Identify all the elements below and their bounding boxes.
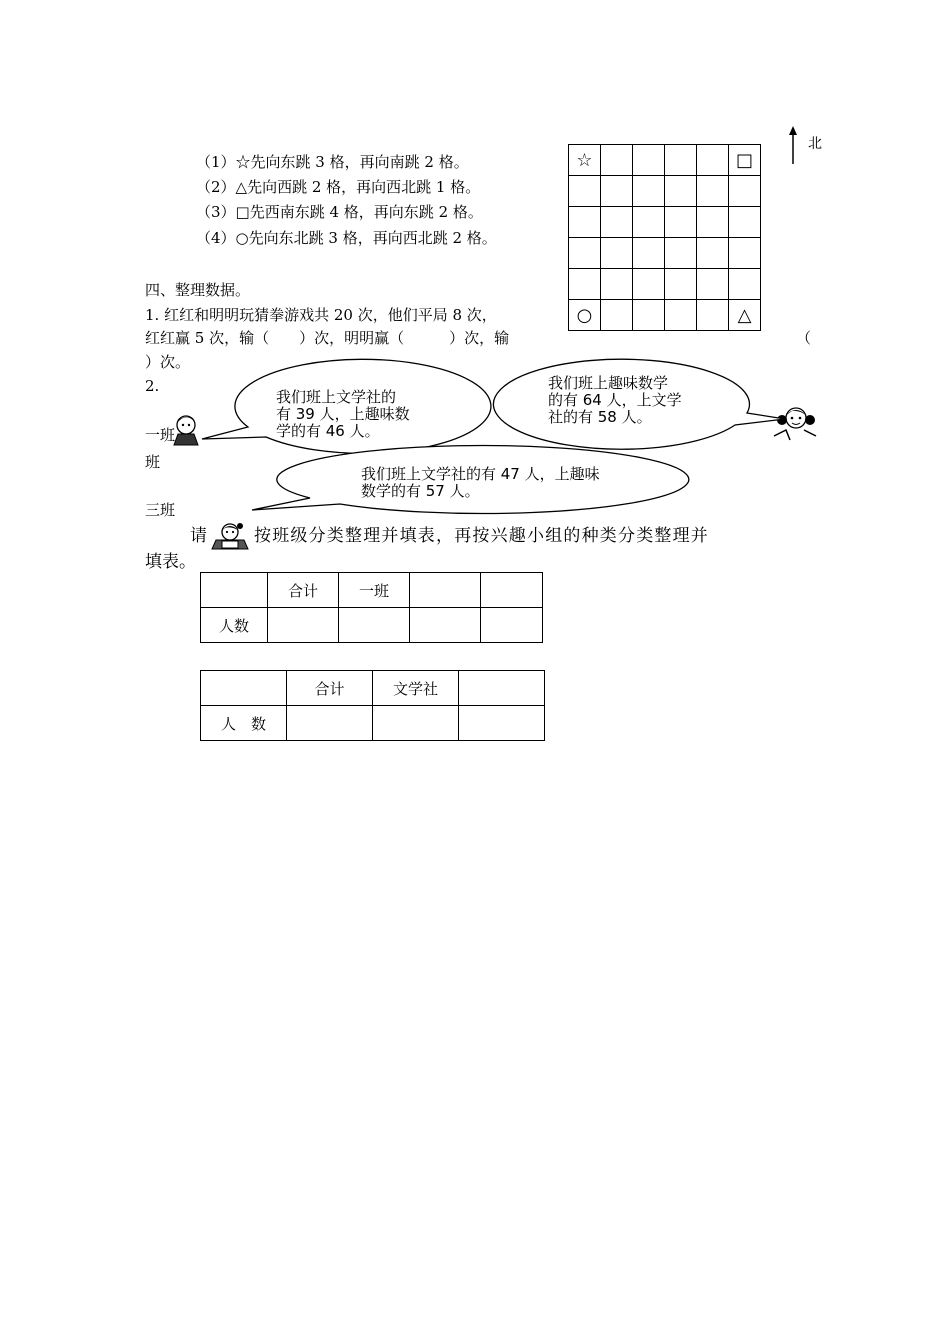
grid-cell — [601, 207, 633, 238]
question-1-line-3: ）次。 — [145, 353, 191, 371]
grid-cell: △ — [729, 300, 761, 331]
grid-cell — [697, 176, 729, 207]
grid-cell — [697, 207, 729, 238]
move-instruction-2: （2）△先向西跳 2 格，再向西北跳 1 格。 — [196, 178, 481, 196]
speech-bubble-class-3 — [240, 444, 700, 524]
grid-cell — [633, 238, 665, 269]
grid-cell — [665, 300, 697, 331]
class-2-label: 班 — [145, 453, 161, 471]
question-1-paren: （ — [796, 329, 812, 347]
grid-cell — [633, 269, 665, 300]
grid-cell — [665, 269, 697, 300]
table-1-answer-cell[interactable] — [410, 608, 481, 643]
grid-cell — [697, 300, 729, 331]
grid-cell — [569, 176, 601, 207]
jump-grid — [568, 144, 761, 331]
grid-cell — [665, 145, 697, 176]
table-2-header-cell: 合计 — [287, 671, 373, 706]
table-2-answer-cell[interactable] — [287, 706, 373, 741]
table-2-header-cell: 文学社 — [373, 671, 459, 706]
instruction-line-2: 填表。 — [145, 552, 196, 572]
move-instruction-4: （4）○先向东北跳 3 格，再向西北跳 2 格。 — [196, 229, 497, 247]
table-2-header-cell[interactable] — [459, 671, 545, 706]
grid-cell — [697, 145, 729, 176]
grid-cell — [665, 176, 697, 207]
bubble-1-line-1: 我们班上文学社的 — [276, 388, 397, 406]
table-1-answer-cell[interactable] — [339, 608, 410, 643]
table-1-header-cell — [201, 573, 268, 608]
grid-cell — [601, 269, 633, 300]
question-2-label: 2. — [145, 377, 160, 395]
class-1-label: 一班 — [145, 426, 176, 444]
grid-cell — [729, 176, 761, 207]
grid-cell — [697, 269, 729, 300]
north-arrow-icon — [786, 126, 800, 166]
grid-cell — [697, 238, 729, 269]
table-1-header-cell[interactable] — [410, 573, 481, 608]
question-1-line-1: 1. 红红和明明玩猜拳游戏共 20 次，他们平局 8 次， — [145, 306, 497, 324]
move-instruction-1: （1）☆先向东跳 3 格，再向南跳 2 格。 — [196, 153, 469, 171]
table-1-answer-cell[interactable] — [268, 608, 339, 643]
grid-cell — [601, 238, 633, 269]
table-1-row-label: 人数 — [201, 608, 268, 643]
grid-cell — [633, 207, 665, 238]
grid-cell — [665, 207, 697, 238]
table-2-answer-cell[interactable] — [459, 706, 545, 741]
grid-cell — [569, 207, 601, 238]
class-3-label: 三班 — [145, 501, 176, 519]
section-title: 四、整理数据。 — [145, 281, 251, 299]
table-2-row-label: 人 数 — [201, 706, 287, 741]
north-label: 北 — [808, 136, 822, 152]
grid-cell — [633, 176, 665, 207]
table-1-header-cell[interactable] — [481, 573, 543, 608]
bubble-2-line-1: 我们班上趣味数学 — [548, 374, 669, 392]
girl-reading-figure-icon — [210, 522, 252, 550]
table-1-header-cell: 一班 — [339, 573, 410, 608]
instruction-prefix: 请 — [190, 526, 209, 546]
grid-cell — [665, 238, 697, 269]
bubble-2-line-3: 社的有 58 人。 — [548, 408, 652, 426]
table-1-header-cell: 合计 — [268, 573, 339, 608]
grid-cell — [729, 269, 761, 300]
grid-cell: ☆ — [569, 145, 601, 176]
grid-cell — [729, 207, 761, 238]
grid-cell — [601, 176, 633, 207]
interest-group-table — [200, 670, 545, 741]
grid-cell — [601, 300, 633, 331]
grid-cell — [601, 145, 633, 176]
table-2-header-cell — [201, 671, 287, 706]
bubble-2-line-2: 的有 64 人，上文学 — [548, 391, 682, 409]
grid-cell: □ — [729, 145, 761, 176]
class-summary-table — [200, 572, 543, 643]
bubble-1-line-2: 有 39 人，上趣味数 — [276, 405, 410, 423]
bubble-3-line-2: 数学的有 57 人。 — [361, 482, 480, 500]
speech-bubble-class-2 — [495, 355, 795, 455]
grid-cell — [729, 238, 761, 269]
move-instruction-3: （3）□先西南东跳 4 格，再向东跳 2 格。 — [196, 203, 483, 221]
question-1-line-2: 红红赢 5 次，输（ ）次，明明赢（ ）次，输 — [145, 329, 510, 347]
bubble-1-line-3: 学的有 46 人。 — [276, 422, 380, 440]
bubble-3-line-1: 我们班上文学社的有 47 人，上趣味 — [361, 465, 600, 483]
instruction-line-1: 按班级分类整理并填表，再按兴趣小组的种类分类整理并 — [254, 526, 709, 546]
grid-cell — [569, 238, 601, 269]
grid-cell — [633, 145, 665, 176]
table-1-answer-cell[interactable] — [481, 608, 543, 643]
table-2-answer-cell[interactable] — [373, 706, 459, 741]
grid-cell — [633, 300, 665, 331]
grid-cell — [569, 269, 601, 300]
grid-cell: ○ — [569, 300, 601, 331]
